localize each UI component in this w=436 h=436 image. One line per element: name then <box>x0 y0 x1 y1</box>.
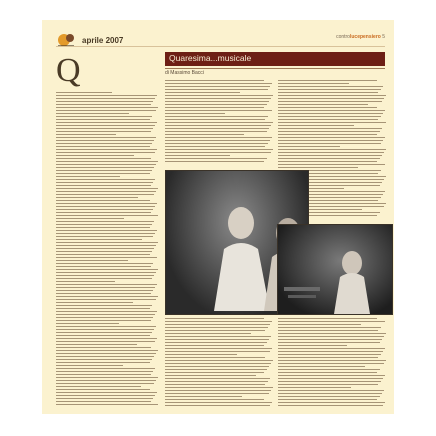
text-line <box>56 335 150 336</box>
text-line <box>278 327 381 328</box>
text-line <box>56 182 153 183</box>
text-line <box>278 92 378 93</box>
text-line <box>56 107 158 108</box>
text-line <box>165 345 264 346</box>
text-line <box>278 128 382 129</box>
text-line <box>278 86 383 87</box>
text-line <box>56 305 152 306</box>
text-line <box>56 317 153 318</box>
text-line <box>278 134 377 135</box>
text-line <box>56 302 133 303</box>
section-header <box>336 34 385 40</box>
text-line <box>56 362 150 363</box>
text-line <box>56 323 119 324</box>
article-author: di Massimo Bacci <box>165 70 204 76</box>
text-line <box>56 284 157 285</box>
text-line <box>56 158 151 159</box>
text-line <box>56 272 156 273</box>
text-line <box>56 290 153 291</box>
text-line <box>278 330 378 331</box>
text-line <box>165 152 271 153</box>
text-line <box>56 212 151 213</box>
text-line <box>278 366 365 367</box>
text-line <box>278 161 377 162</box>
text-line <box>278 122 386 123</box>
text-line <box>278 98 384 99</box>
text-line <box>56 404 158 405</box>
text-line <box>278 116 381 117</box>
text-line <box>56 92 112 93</box>
text-line <box>278 378 383 379</box>
text-line <box>56 326 156 327</box>
text-line <box>278 107 377 108</box>
text-line <box>56 116 152 117</box>
text-line <box>165 86 270 87</box>
text-column-2-bottom <box>165 318 273 408</box>
text-line <box>165 83 272 84</box>
text-line <box>165 104 267 105</box>
title-rule <box>165 68 385 69</box>
text-line <box>165 98 271 99</box>
text-column-2-top <box>165 80 273 166</box>
text-line <box>56 149 157 150</box>
text-line <box>56 386 141 387</box>
text-line <box>56 146 150 147</box>
text-line <box>165 336 271 337</box>
text-line <box>56 389 150 390</box>
text-line <box>56 275 154 276</box>
text-line <box>56 269 158 270</box>
text-line <box>278 390 384 391</box>
text-line <box>56 278 152 279</box>
text-line <box>278 375 385 376</box>
text-line <box>56 155 134 156</box>
text-line <box>56 401 151 402</box>
text-line <box>165 369 267 370</box>
text-line <box>278 149 386 150</box>
text-line <box>278 89 381 90</box>
text-line <box>165 366 269 367</box>
text-line <box>56 161 158 162</box>
text-column-1 <box>56 92 158 408</box>
text-line <box>56 311 157 312</box>
text-line <box>56 293 151 294</box>
text-line <box>56 143 152 144</box>
text-line <box>165 321 272 322</box>
text-line <box>278 113 383 114</box>
text-line <box>56 197 138 198</box>
text-line <box>278 95 386 96</box>
text-line <box>56 392 157 393</box>
text-line <box>278 360 386 361</box>
text-line <box>165 155 230 156</box>
text-line <box>165 95 273 96</box>
text-line <box>278 399 377 400</box>
text-line <box>56 131 151 132</box>
text-line <box>278 125 354 126</box>
text-line <box>56 266 151 267</box>
text-line <box>278 342 380 343</box>
text-line <box>56 224 152 225</box>
text-line <box>56 113 129 114</box>
text-line <box>278 101 382 102</box>
text-line <box>278 381 381 382</box>
text-line <box>278 104 368 105</box>
text-line <box>278 146 340 147</box>
text-line <box>165 101 269 102</box>
text-line <box>165 384 265 385</box>
text-line <box>278 402 385 403</box>
text-line <box>56 251 152 252</box>
text-line <box>278 131 380 132</box>
issue-date: aprile 2007 <box>82 35 124 45</box>
text-line <box>165 378 270 379</box>
text-line <box>56 128 153 129</box>
text-line <box>56 287 155 288</box>
text-line <box>56 230 157 231</box>
text-line <box>278 387 351 388</box>
text-line <box>165 125 271 126</box>
text-line <box>278 152 384 153</box>
text-line <box>165 80 264 81</box>
text-line <box>56 371 153 372</box>
text-line <box>278 393 382 394</box>
text-line <box>56 356 154 357</box>
text-line <box>165 390 271 391</box>
text-line <box>56 125 155 126</box>
text-line <box>56 338 157 339</box>
text-line <box>165 348 272 349</box>
text-line <box>278 318 377 319</box>
text-line <box>56 257 157 258</box>
text-line <box>165 131 267 132</box>
section-prefix: contro <box>336 34 350 40</box>
text-line <box>56 227 150 228</box>
newspaper-page <box>42 20 394 414</box>
text-line <box>165 324 270 325</box>
text-line <box>165 405 270 406</box>
text-line <box>56 95 157 96</box>
text-line <box>278 324 361 325</box>
section-name: lucepensiero <box>349 34 381 40</box>
text-line <box>165 92 240 93</box>
text-line <box>278 143 381 144</box>
text-line <box>165 393 269 394</box>
text-line <box>278 369 380 370</box>
text-line <box>56 254 150 255</box>
text-line <box>165 134 244 135</box>
text-line <box>56 221 154 222</box>
header-rule <box>56 46 385 47</box>
text-line <box>278 354 381 355</box>
text-line <box>56 137 156 138</box>
text-line <box>165 143 268 144</box>
text-line <box>56 353 156 354</box>
text-line <box>165 149 273 150</box>
text-line <box>56 104 151 105</box>
issue-number: 5 <box>382 34 385 40</box>
text-line <box>56 152 155 153</box>
text-line <box>165 396 242 397</box>
text-line <box>278 351 383 352</box>
text-line <box>56 167 154 168</box>
text-line <box>278 384 378 385</box>
text-line <box>56 179 155 180</box>
text-line <box>278 348 385 349</box>
text-line <box>56 203 157 204</box>
text-line <box>56 215 158 216</box>
text-line <box>165 357 265 358</box>
text-line <box>165 113 225 114</box>
text-line <box>278 339 382 340</box>
text-line <box>56 248 154 249</box>
text-line <box>278 137 385 138</box>
text-line <box>56 365 123 366</box>
text-line <box>56 380 156 381</box>
text-line <box>165 110 272 111</box>
text-line <box>56 140 154 141</box>
text-line <box>165 140 270 141</box>
text-line <box>165 363 271 364</box>
text-line <box>56 350 158 351</box>
text-line <box>56 119 150 120</box>
text-line <box>165 399 264 400</box>
text-line <box>56 398 153 399</box>
text-line <box>278 336 384 337</box>
text-line <box>56 110 156 111</box>
text-line <box>56 170 152 171</box>
article-title: Quaresima...musicale <box>169 53 252 63</box>
text-line <box>56 263 153 264</box>
text-line <box>56 308 150 309</box>
text-line <box>165 318 264 319</box>
text-line <box>278 357 378 358</box>
text-line <box>56 191 156 192</box>
text-line <box>56 395 155 396</box>
text-line <box>165 330 265 331</box>
text-line <box>165 122 273 123</box>
text-line <box>56 236 153 237</box>
text-line <box>56 329 154 330</box>
text-line <box>278 158 380 159</box>
text-line <box>56 176 120 177</box>
text-line <box>278 363 384 364</box>
text-line <box>56 101 153 102</box>
text-line <box>56 173 150 174</box>
text-line <box>278 333 386 334</box>
text-line <box>165 387 273 388</box>
text-line <box>278 372 377 373</box>
text-line <box>278 110 385 111</box>
text-line <box>56 200 150 201</box>
text-line <box>165 327 268 328</box>
text-line <box>56 209 153 210</box>
text-line <box>56 134 116 135</box>
text-line <box>278 119 378 120</box>
text-line <box>165 158 267 159</box>
drop-cap-letter: Q <box>56 52 81 89</box>
text-line <box>56 122 157 123</box>
text-line <box>165 146 265 147</box>
text-line <box>56 320 151 321</box>
text-line <box>56 233 155 234</box>
text-line <box>56 188 158 189</box>
text-line <box>56 218 124 219</box>
text-line <box>56 368 155 369</box>
text-line <box>165 351 270 352</box>
text-line <box>56 341 155 342</box>
text-line <box>278 80 377 81</box>
text-line <box>165 116 268 117</box>
text-line <box>56 281 115 282</box>
text-line <box>56 296 158 297</box>
text-line <box>278 164 385 165</box>
text-line <box>278 140 383 141</box>
text-line <box>56 374 151 375</box>
text-line <box>56 344 137 345</box>
text-line <box>165 381 268 382</box>
text-line <box>278 321 385 322</box>
text-line <box>56 260 128 261</box>
text-line <box>56 245 156 246</box>
text-line <box>165 107 264 108</box>
text-line <box>56 314 155 315</box>
text-line <box>56 299 156 300</box>
text-line <box>56 194 154 195</box>
text-line <box>278 83 349 84</box>
text-line <box>278 155 382 156</box>
text-line <box>56 239 142 240</box>
text-line <box>165 128 269 129</box>
text-line <box>165 354 237 355</box>
text-line <box>165 339 269 340</box>
text-line <box>56 185 151 186</box>
text-line <box>165 375 256 376</box>
text-line <box>56 98 155 99</box>
text-column-3-bottom <box>278 318 386 408</box>
text-line <box>165 137 272 138</box>
text-line <box>278 345 347 346</box>
text-line <box>278 405 383 406</box>
text-line <box>56 347 151 348</box>
text-line <box>165 161 264 162</box>
text-line <box>56 242 158 243</box>
text-line <box>165 372 264 373</box>
text-line <box>56 359 152 360</box>
text-line <box>56 332 152 333</box>
text-line <box>165 89 268 90</box>
text-line <box>165 333 251 334</box>
text-line <box>56 164 156 165</box>
text-line <box>165 402 272 403</box>
text-line <box>56 206 155 207</box>
text-line <box>56 383 154 384</box>
text-line <box>278 167 358 168</box>
text-line <box>56 377 158 378</box>
photo-orchestra <box>277 224 393 315</box>
text-line <box>165 360 273 361</box>
text-line <box>165 342 267 343</box>
text-line <box>278 396 380 397</box>
article-title-bar <box>165 52 385 66</box>
text-line <box>165 119 265 120</box>
